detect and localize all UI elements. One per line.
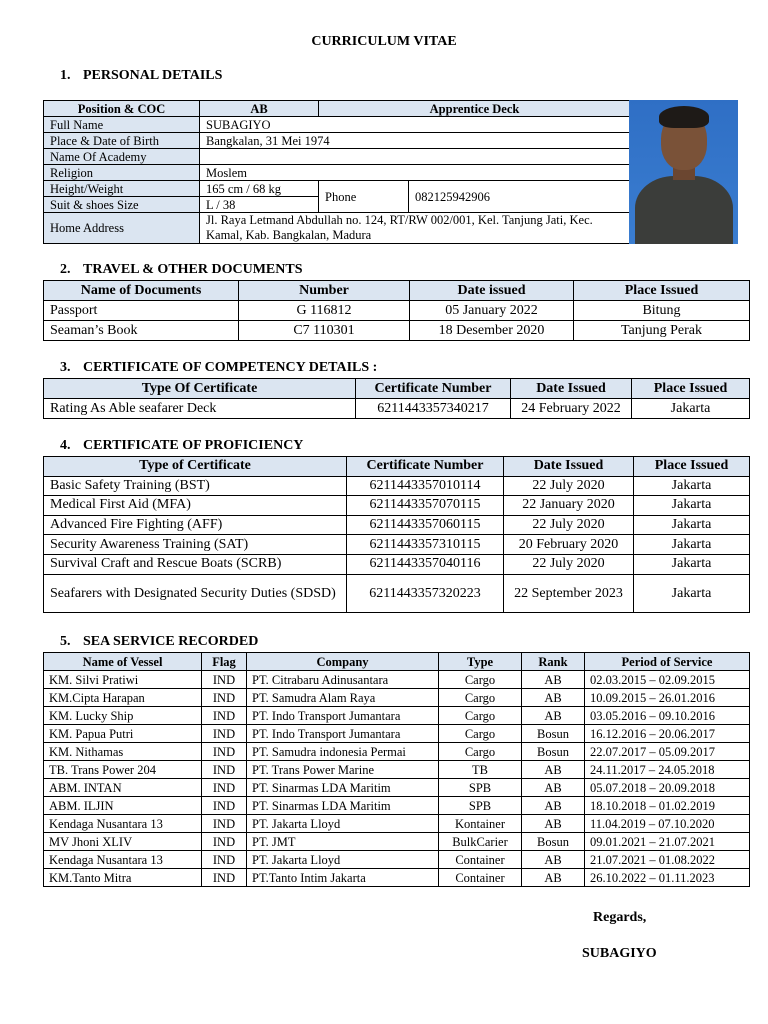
table-cell: Jakarta: [634, 496, 750, 516]
table-cell: PT. Jakarta Lloyd: [247, 851, 439, 869]
table-row: [44, 399, 750, 419]
signer-name: SUBAGIYO: [582, 946, 657, 961]
table-cell: Rating As Able seafarer Deck: [44, 399, 356, 419]
table-cell: 22 July 2020: [504, 554, 634, 574]
table-cell: Cargo: [439, 743, 522, 761]
table-cell: KM. Silvi Pratiwi: [44, 671, 202, 689]
table-row: [44, 476, 750, 496]
table-cell: PT. Samudra indonesia Permai: [247, 743, 439, 761]
section-sea-service-heading: 5. SEA SERVICE RECORDED: [60, 634, 259, 649]
table-cell: KM. Papua Putri: [44, 725, 202, 743]
table-row: [44, 833, 750, 851]
position-label: Position & COC: [44, 101, 200, 117]
column-header: Date issued: [410, 281, 574, 301]
table-cell: Kontainer: [439, 815, 522, 833]
table-cell: 21.07.2021 – 01.08.2022: [585, 851, 750, 869]
table-cell: 16.12.2016 – 20.06.2017: [585, 725, 750, 743]
suit-size-value: L / 38: [200, 197, 319, 213]
column-header: Period of Service: [585, 653, 750, 671]
table-cell: KM. Lucky Ship: [44, 707, 202, 725]
table-cell: 05.07.2018 – 20.09.2018: [585, 779, 750, 797]
closing-regards: Regards,: [593, 910, 647, 925]
table-row: [44, 671, 750, 689]
table-cell: 18 Desember 2020: [410, 321, 574, 341]
table-cell: 02.03.2015 – 02.09.2015: [585, 671, 750, 689]
table-cell: KM. Nithamas: [44, 743, 202, 761]
table-cell: KM.Cipta Harapan: [44, 689, 202, 707]
table-cell: AB: [522, 671, 585, 689]
table-cell: IND: [202, 671, 247, 689]
table-cell: 22 July 2020: [504, 515, 634, 535]
table-cell: IND: [202, 815, 247, 833]
table-cell: 11.04.2019 – 07.10.2020: [585, 815, 750, 833]
table-cell: PT. Trans Power Marine: [247, 761, 439, 779]
table-cell: IND: [202, 833, 247, 851]
column-header: Type: [439, 653, 522, 671]
table-cell: ABM. ILJIN: [44, 797, 202, 815]
table-cell: Jakarta: [634, 554, 750, 574]
table-row: [44, 535, 750, 555]
table-cell: 6211443357340217: [356, 399, 511, 419]
table-cell: Survival Craft and Rescue Boats (SCRB): [44, 554, 347, 574]
table-cell: Jakarta: [634, 574, 750, 612]
suit-size-label: Suit & shoes Size: [44, 197, 200, 213]
table-cell: MV Jhoni XLIV: [44, 833, 202, 851]
table-cell: 24 February 2022: [511, 399, 632, 419]
table-cell: IND: [202, 725, 247, 743]
full-name-label: Full Name: [44, 117, 200, 133]
table-cell: 24.11.2017 – 24.05.2018: [585, 761, 750, 779]
table-cell: PT. Sinarmas LDA Maritim: [247, 797, 439, 815]
birth-label: Place & Date of Birth: [44, 133, 200, 149]
full-name-value: SUBAGIYO: [200, 117, 631, 133]
table-row: [44, 851, 750, 869]
table-cell: AB: [522, 851, 585, 869]
table-cell: PT. Indo Transport Jumantara: [247, 707, 439, 725]
table-cell: Basic Safety Training (BST): [44, 476, 347, 496]
religion-value: Moslem: [200, 165, 631, 181]
table-cell: Kendaga Nusantara 13: [44, 815, 202, 833]
table-cell: Medical First Aid (MFA): [44, 496, 347, 516]
table-cell: 6211443357060115: [347, 515, 504, 535]
table-cell: AB: [522, 797, 585, 815]
table-cell: Bitung: [574, 301, 750, 321]
table-cell: Cargo: [439, 689, 522, 707]
table-cell: PT.Tanto Intim Jakarta: [247, 869, 439, 887]
column-header: Type Of Certificate: [44, 379, 356, 399]
table-cell: Seafarers with Designated Security Duties (SDSD): [44, 574, 347, 612]
table-cell: 18.10.2018 – 01.02.2019: [585, 797, 750, 815]
table-cell: Jakarta: [634, 535, 750, 555]
address-label: Home Address: [44, 213, 200, 244]
column-header: Type of Certificate: [44, 457, 347, 477]
table-cell: 09.01.2021 – 21.07.2021: [585, 833, 750, 851]
table-cell: Container: [439, 851, 522, 869]
table-cell: IND: [202, 761, 247, 779]
document-title: CURRICULUM VITAE: [311, 34, 457, 49]
table-cell: IND: [202, 743, 247, 761]
competency-table: [43, 378, 750, 419]
table-cell: 6211443357070115: [347, 496, 504, 516]
section-personal-heading: 1. PERSONAL DETAILS: [60, 68, 223, 83]
table-cell: Cargo: [439, 671, 522, 689]
table-cell: Tanjung Perak: [574, 321, 750, 341]
table-cell: 26.10.2022 – 01.11.2023: [585, 869, 750, 887]
table-row: [44, 689, 750, 707]
profile-photo: [629, 100, 738, 244]
table-cell: 6211443357320223: [347, 574, 504, 612]
personal-details-table: [43, 100, 631, 244]
table-cell: Passport: [44, 301, 239, 321]
table-cell: 22.07.2017 – 05.09.2017: [585, 743, 750, 761]
table-cell: SPB: [439, 797, 522, 815]
table-cell: KM.Tanto Mitra: [44, 869, 202, 887]
table-cell: AB: [522, 779, 585, 797]
table-cell: TB: [439, 761, 522, 779]
column-header: Flag: [202, 653, 247, 671]
table-cell: 05 January 2022: [410, 301, 574, 321]
table-row: [44, 301, 750, 321]
table-row: [44, 515, 750, 535]
column-header: Certificate Number: [347, 457, 504, 477]
column-header: Place Issued: [634, 457, 750, 477]
religion-label: Religion: [44, 165, 200, 181]
table-cell: G 116812: [239, 301, 410, 321]
table-cell: Seaman’s Book: [44, 321, 239, 341]
table-cell: Advanced Fire Fighting (AFF): [44, 515, 347, 535]
column-header: Company: [247, 653, 439, 671]
academy-label: Name Of Academy: [44, 149, 200, 165]
table-cell: C7 110301: [239, 321, 410, 341]
table-cell: IND: [202, 707, 247, 725]
column-header: Place Issued: [632, 379, 750, 399]
position-coc: Apprentice Deck: [319, 101, 631, 117]
table-cell: 22 September 2023: [504, 574, 634, 612]
table-cell: 22 July 2020: [504, 476, 634, 496]
table-row: [44, 815, 750, 833]
table-cell: ABM. INTAN: [44, 779, 202, 797]
table-row: [44, 554, 750, 574]
table-row: [44, 496, 750, 516]
table-cell: IND: [202, 779, 247, 797]
table-row: [44, 707, 750, 725]
phone-value: 082125942906: [409, 181, 631, 213]
table-cell: 6211443357310115: [347, 535, 504, 555]
height-weight-label: Height/Weight: [44, 181, 200, 197]
table-cell: PT. Indo Transport Jumantara: [247, 725, 439, 743]
table-cell: IND: [202, 797, 247, 815]
column-header: Place Issued: [574, 281, 750, 301]
table-row: [44, 779, 750, 797]
table-cell: Bosun: [522, 743, 585, 761]
table-cell: TB. Trans Power 204: [44, 761, 202, 779]
table-cell: IND: [202, 851, 247, 869]
table-cell: AB: [522, 689, 585, 707]
height-weight-value: 165 cm / 68 kg: [200, 181, 319, 197]
address-value: Jl. Raya Letmand Abdullah no. 124, RT/RW 002/001, Kel. Tanjung Jati, Kec. Kamal, Kab. Bangkalan, Madura: [200, 213, 631, 244]
section-travel-heading: 2. TRAVEL & OTHER DOCUMENTS: [60, 262, 303, 277]
table-cell: 6211443357040116: [347, 554, 504, 574]
table-cell: AB: [522, 815, 585, 833]
table-cell: Cargo: [439, 725, 522, 743]
table-cell: 22 January 2020: [504, 496, 634, 516]
table-cell: AB: [522, 869, 585, 887]
column-header: Date Issued: [511, 379, 632, 399]
sea-service-table: [43, 652, 750, 887]
birth-value: Bangkalan, 31 Mei 1974: [200, 133, 631, 149]
table-cell: AB: [522, 707, 585, 725]
table-cell: IND: [202, 689, 247, 707]
table-cell: Cargo: [439, 707, 522, 725]
table-row: [44, 725, 750, 743]
table-row: [44, 321, 750, 341]
column-header: Date Issued: [504, 457, 634, 477]
column-header: Name of Vessel: [44, 653, 202, 671]
table-cell: Bosun: [522, 725, 585, 743]
column-header: Number: [239, 281, 410, 301]
section-coc-heading: 3. CERTIFICATE OF COMPETENCY DETAILS :: [60, 360, 378, 375]
table-cell: Jakarta: [634, 476, 750, 496]
table-cell: Bosun: [522, 833, 585, 851]
table-cell: Security Awareness Training (SAT): [44, 535, 347, 555]
table-cell: AB: [522, 761, 585, 779]
table-row: [44, 574, 750, 612]
travel-documents-table: [43, 280, 750, 341]
column-header: Certificate Number: [356, 379, 511, 399]
table-row: [44, 797, 750, 815]
phone-label: Phone: [319, 181, 409, 213]
table-cell: Kendaga Nusantara 13: [44, 851, 202, 869]
table-cell: PT. Citrabaru Adinusantara: [247, 671, 439, 689]
table-cell: 20 February 2020: [504, 535, 634, 555]
column-header: Name of Documents: [44, 281, 239, 301]
table-row: [44, 743, 750, 761]
academy-value: [200, 149, 631, 165]
table-cell: PT. JMT: [247, 833, 439, 851]
table-cell: 03.05.2016 – 09.10.2016: [585, 707, 750, 725]
section-proficiency-heading: 4. CERTIFICATE OF PROFICIENCY: [60, 438, 304, 453]
table-row: [44, 869, 750, 887]
table-cell: PT. Samudra Alam Raya: [247, 689, 439, 707]
table-cell: Jakarta: [634, 515, 750, 535]
column-header: Rank: [522, 653, 585, 671]
table-cell: IND: [202, 869, 247, 887]
position-value: AB: [200, 101, 319, 117]
table-row: [44, 761, 750, 779]
table-cell: SPB: [439, 779, 522, 797]
table-cell: BulkCarier: [439, 833, 522, 851]
table-cell: PT. Sinarmas LDA Maritim: [247, 779, 439, 797]
table-cell: PT. Jakarta Lloyd: [247, 815, 439, 833]
proficiency-table: [43, 456, 750, 613]
table-cell: 6211443357010114: [347, 476, 504, 496]
table-cell: 10.09.2015 – 26.01.2016: [585, 689, 750, 707]
table-cell: Jakarta: [632, 399, 750, 419]
table-cell: Container: [439, 869, 522, 887]
